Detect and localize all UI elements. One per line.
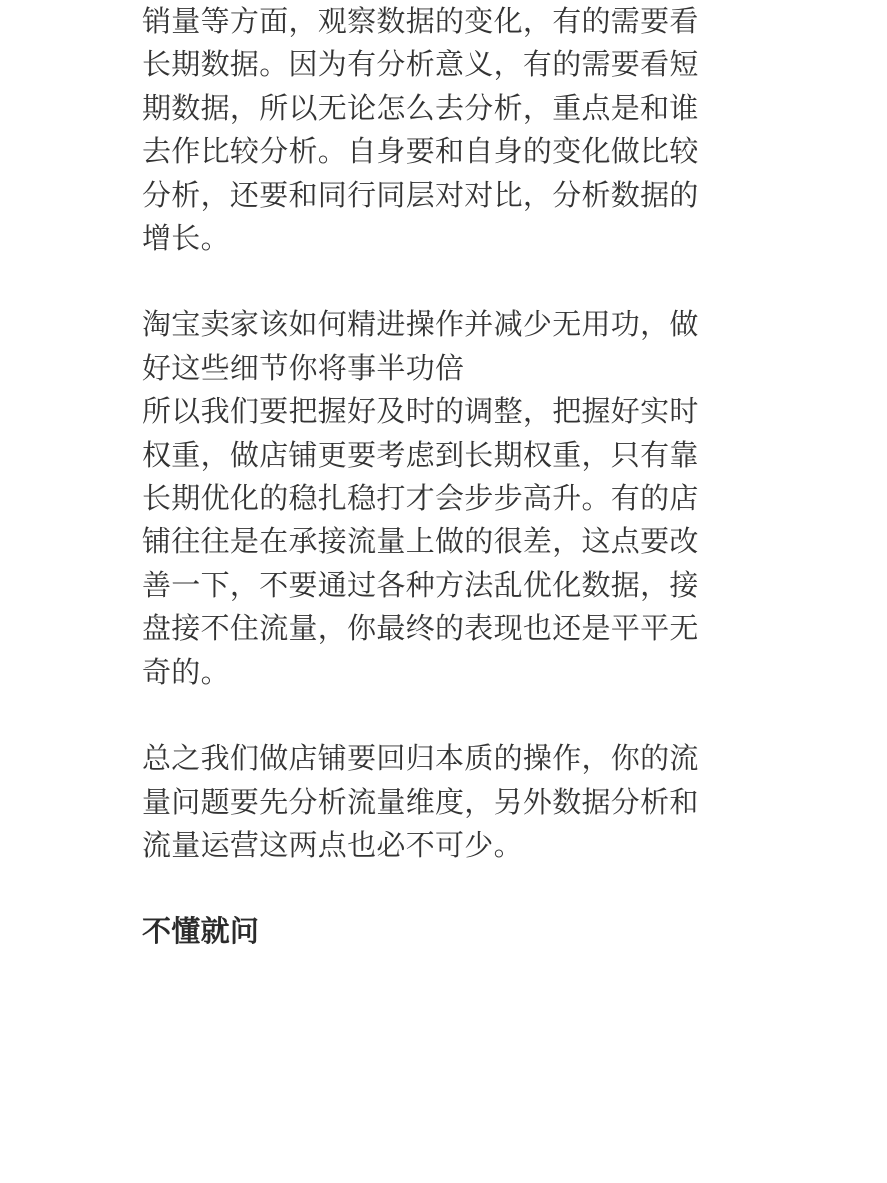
text-line: 善一下，不要通过各种方法乱优化数据，接 — [142, 567, 699, 602]
text-line: 流量运营这两点也必不可少。 — [142, 827, 523, 862]
text-line: 所以我们要把握好及时的调整，把握好实时 — [142, 394, 699, 429]
text-line: 销量等方面，观察数据的变化，有的需要看 — [142, 4, 699, 38]
paragraph-spacer — [142, 867, 734, 910]
paragraph-spacer — [142, 694, 734, 737]
article-body — [142, 0, 734, 954]
text-line: 盘接不住流量，你最终的表现也还是平平无 — [142, 611, 699, 646]
paragraph-adjustment — [142, 390, 734, 694]
text-line: 总之我们做店铺要回归本质的操作，你的流 — [142, 741, 699, 776]
paragraph-summary — [142, 737, 734, 867]
text-line: 分析，还要和同行同层对对比，分析数据的 — [142, 177, 699, 212]
text-line: 长期优化的稳扎稳打才会步步高升。有的店 — [142, 481, 699, 516]
text-line: 淘宝卖家该如何精进操作并减少无用功，做 — [142, 307, 699, 342]
text-line: 期数据，所以无论怎么去分析，重点是和谁 — [142, 90, 699, 125]
text-line: 去作比较分析。自身要和自身的变化做比较 — [142, 134, 699, 169]
paragraph-data-analysis — [142, 0, 734, 260]
closing-text — [142, 910, 734, 953]
text-line: 长期数据。因为有分析意义，有的需要看短 — [142, 47, 699, 82]
text-line: 不懂就问 — [142, 914, 260, 949]
text-line: 铺往往是在承接流量上做的很差，这点要改 — [142, 524, 699, 559]
text-line: 权重，做店铺更要考虑到长期权重，只有靠 — [142, 437, 699, 472]
text-line: 量问题要先分析流量维度，另外数据分析和 — [142, 784, 699, 819]
section-heading — [142, 303, 734, 390]
text-line: 增长。 — [142, 221, 230, 256]
text-line: 奇的。 — [142, 654, 230, 689]
text-line: 好这些细节你将事半功倍 — [142, 350, 465, 385]
paragraph-spacer — [142, 260, 734, 303]
